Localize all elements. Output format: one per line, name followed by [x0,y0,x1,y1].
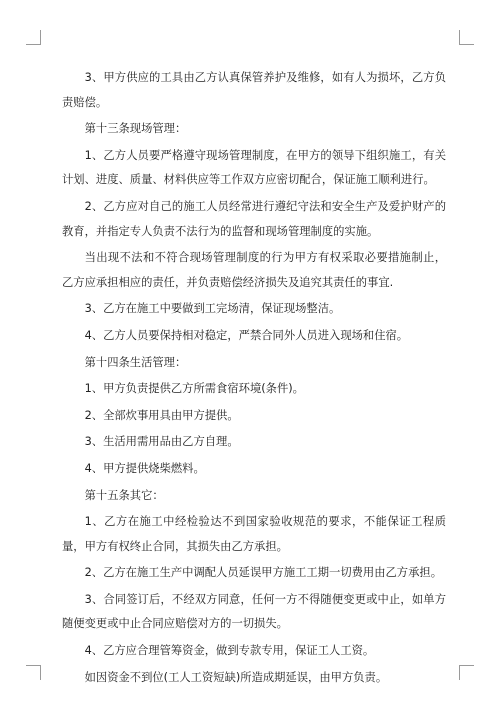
paragraph-13-1: 1、乙方人员要严格遵守现场管理制度，在甲方的领导下组织施工，有关计划、进度、质量、材料供应等工作双方应密切配合，保证施工顺利进行。 [62,148,446,187]
paragraph-13-4: 4、乙方人员要保持相对稳定，严禁合同外人员进入现场和住宿。 [84,328,409,342]
paragraph-tool-maintenance: 3、甲方供应的工具由乙方认真保管养护及维修，如有人为损坏，乙方负责赔偿。 [62,71,446,109]
paragraph-14-3: 3、生活用需用品由乙方自理。 [84,435,239,449]
paragraph-14-2: 2、全部炊事用具由甲方提供。 [84,408,239,422]
section-heading-15: 第十五条其它： [84,488,164,502]
document-body [62,66,446,692]
section-heading-13: 第十三条现场管理： [84,122,187,136]
paragraph-15-3: 3、合同签订后，不经双方同意，任何一方不得随便变更或中止，如单方随便变更或中止合同应赔偿对方的一切损失。 [62,592,446,631]
crop-mark-top-right [459,30,474,45]
paragraph-13-violation: 当出现不法和不符合现场管理制度的行为甲方有权采取必要措施制止，乙方应承担相应的责任，并负责赔偿经济损失及追究其责任的事宜. [62,251,446,289]
paragraph-14-1: 1、甲方负责提供乙方所需食宿环境(条件)。 [84,382,304,396]
paragraph-15-4: 4、乙方应合理管筹资金，做到专款专用，保证工人工资。 [84,644,375,658]
paragraph-15-1: 1、乙方在施工中经检验达不到国家验收规范的要求，不能保证工程质量，甲方有权终止合同，其损失由乙方承担。 [62,515,446,553]
paragraph-13-3: 3、乙方在施工中要做到工完场清，保证现场整洁。 [84,302,341,316]
crop-mark-top-left [26,30,41,45]
crop-mark-bottom-left [26,665,41,680]
paragraph-15-funding-delay: 如因资金不到位(工人工资短缺)所造成期延误，由甲方负责。 [84,670,388,684]
paragraph-14-4: 4、甲方提供烧柴燃料。 [84,461,205,475]
crop-mark-bottom-right [459,665,474,680]
section-heading-14: 第十四条生活管理： [84,355,187,369]
paragraph-15-2: 2、乙方在施工生产中调配人员延误甲方施工工期一切费用由乙方承担。 [84,566,442,580]
paragraph-13-2: 2、乙方应对自己的施工人员经常进行遵纪守法和安全生产及爱护财产的教育，并指定专人负责不法行为的监督和现场管理制度的实施。 [62,199,446,238]
